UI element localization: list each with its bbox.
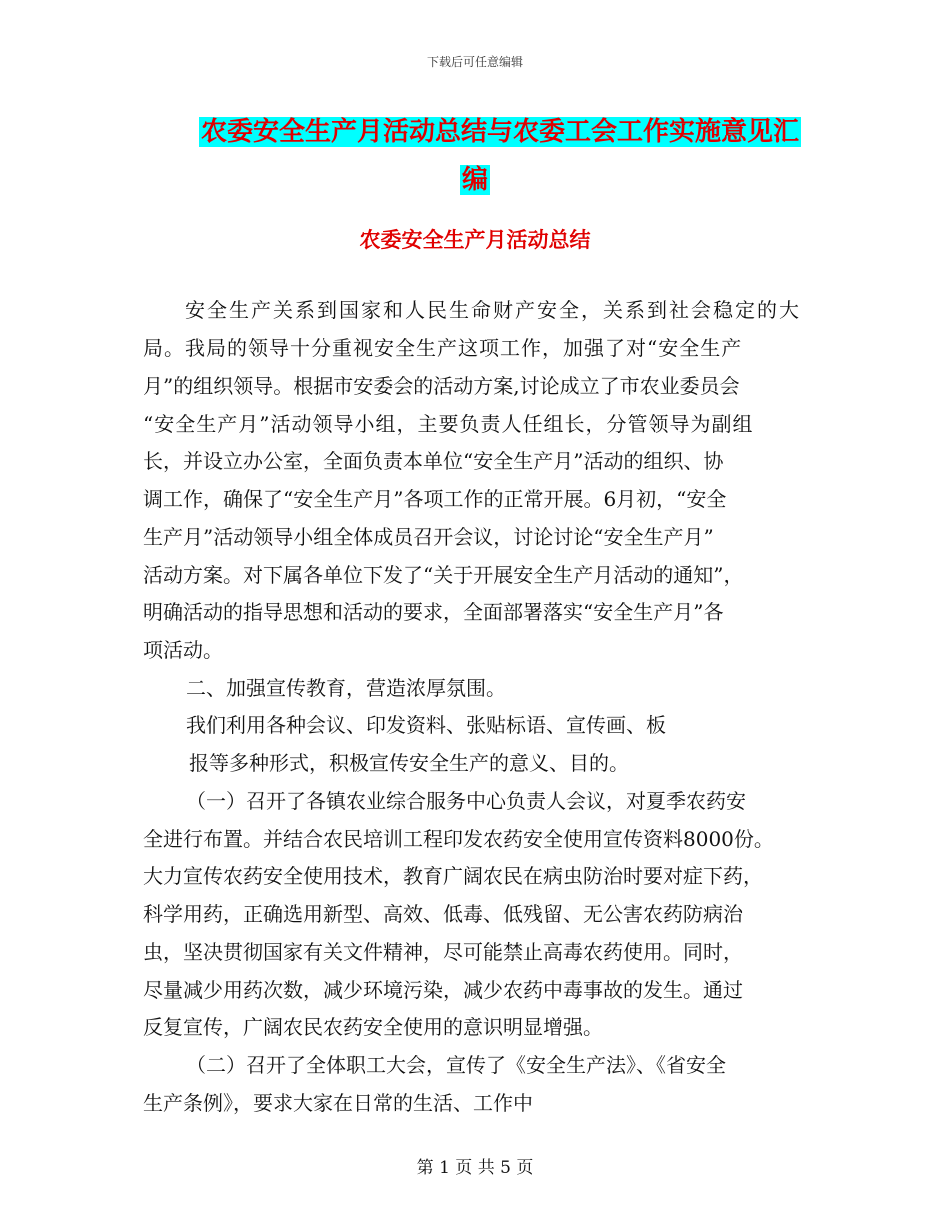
text-line: 明确活动的指导思想和活动的要求，全面部署落实“安全生产月”各 <box>143 600 724 624</box>
text-line: 调工作，确保了“安全生产月”各项工作的正常开展。6月初，“安全 <box>143 487 727 511</box>
section-title: 农委安全生产月活动总结 <box>359 228 591 252</box>
text-line: 长，并设立办公室，全面负责本单位“安全生产月”活动的组织、协 <box>143 449 724 473</box>
text-line: 全进行布置。并结合农民培训工程印发农药安全使用宣传资料8000份。 <box>143 827 774 851</box>
text-line: 尽量减少用药次数，减少环境污染，减少农药中毒事故的发生。通过 <box>143 978 743 1002</box>
text-line: （二）召开了全体职工大会，宣传了《安全生产法》、《省安全 <box>186 1053 726 1077</box>
text-line: 二、加强宣传教育，营造浓厚氛围。 <box>186 676 506 700</box>
page-footer: 第 1 页 共 5 页 <box>416 1158 534 1178</box>
text-line: 大力宣传农药安全使用技术，教育广阔农民在病虫防治时要对症下药， <box>143 864 763 888</box>
text-line: 报等多种形式，积极宣传安全生产的意义、目的。 <box>189 751 629 775</box>
text-line: 局。我局的领导十分重视安全生产这项工作，加强了对“安全生产 <box>143 336 743 360</box>
text-line: 生产月”活动领导小组全体成员召开会议，讨论讨论“安全生产月” <box>143 525 714 549</box>
text-line: 月”的组织领导。根据市安委会的活动方案,讨论成立了市农业委员会 <box>143 374 740 398</box>
text-line: 虫，坚决贯彻国家有关文件精神，尽可能禁止高毒农药使用。同时， <box>143 940 743 964</box>
text-line: 项活动。 <box>143 638 223 662</box>
text-line: 生产条例》，要求大家在日常的生活、工作中 <box>143 1091 533 1115</box>
document-title-line-2: 编 <box>461 165 488 195</box>
text-line: 我们利用各种会议、印发资料、张贴标语、宣传画、板 <box>186 713 666 737</box>
text-line: 活动方案。对下属各单位下发了“关于开展安全生产月活动的通知”， <box>143 563 744 587</box>
text-line: “安全生产月”活动领导小组，主要负责人任组长，分管领导为副组 <box>143 412 754 436</box>
document-title-line-1: 农委安全生产月活动总结与农委工会工作实施意见汇 <box>200 117 799 147</box>
text-line: （一）召开了各镇农业综合服务中心负责人会议，对夏季农药安 <box>186 789 746 813</box>
text-line: 科学用药，正确选用新型、高效、低毒、低残留、无公害农药防病治 <box>143 902 743 926</box>
text-line: 安全生产关系到国家和人民生命财产安全，关系到社会稳定的大 <box>185 298 801 322</box>
text-line: 反复宣传，广阔农民农药安全使用的意识明显增强。 <box>143 1015 603 1039</box>
header-note: 下载后可任意编辑 <box>426 55 523 69</box>
